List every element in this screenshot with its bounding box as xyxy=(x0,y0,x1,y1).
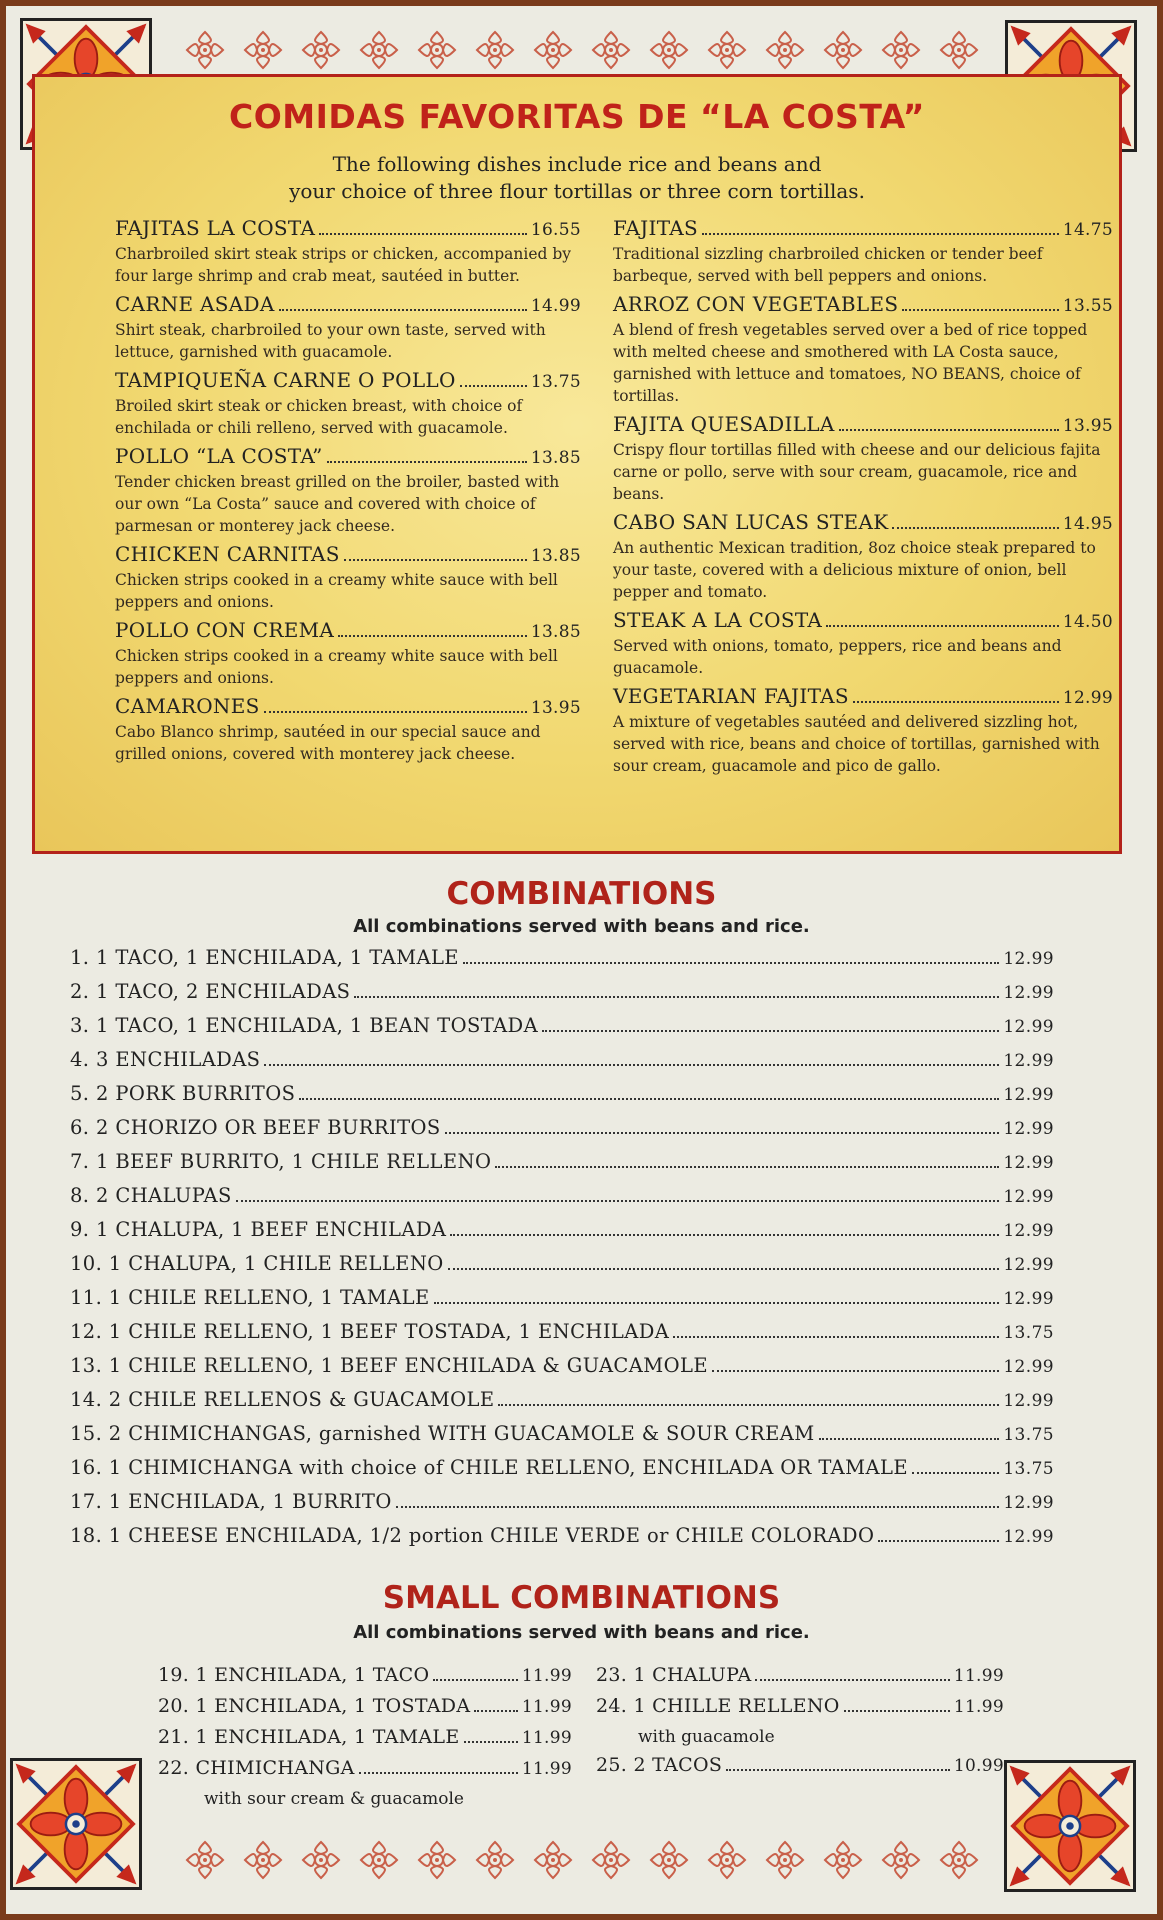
dish-header xyxy=(115,215,581,243)
dish-price: 13.85 xyxy=(530,622,581,642)
dish-description: A mixture of vegetables sautéed and delivered sizzling hot, served with rice, beans and choice of tortillas, garnished with sour cream, guacamole and pico de gallo. xyxy=(613,713,1100,775)
decorative-motif-icon xyxy=(299,28,343,72)
leader-dots xyxy=(264,711,527,713)
decorative-motif-icon xyxy=(589,1838,633,1882)
dish-name: POLLO CON CREMA xyxy=(115,618,335,642)
decorative-motif-icon xyxy=(415,28,459,72)
leader-dots xyxy=(319,233,527,235)
leader-dots xyxy=(726,1769,950,1771)
decorative-motif-icon xyxy=(705,1838,749,1882)
combination-price: 12.99 xyxy=(1003,1527,1054,1547)
combination-item xyxy=(70,1320,1054,1354)
leader-dots xyxy=(354,996,999,998)
dish-name: CAMARONES xyxy=(115,694,260,718)
combination-item xyxy=(70,1252,1054,1286)
dish-item xyxy=(613,215,1113,287)
decorative-motif-icon xyxy=(241,1838,285,1882)
small-combination-name: 22. CHIMICHANGA xyxy=(158,1757,355,1779)
leader-dots xyxy=(434,1302,1000,1304)
small-combination-item xyxy=(158,1757,572,1788)
decorative-motif-icon xyxy=(879,1838,923,1882)
dish-description: Tender chicken breast grilled on the broiler, basted with our own “La Costa” sauce and covered with choice of parmesan or monterey jack cheese. xyxy=(115,473,560,535)
combination-price: 12.99 xyxy=(1003,1221,1054,1241)
dish-description: Crispy flour tortillas filled with cheese and our delicious fajita carne or pollo, serve with sour cream, guacamole, rice and beans. xyxy=(613,441,1101,503)
leader-dots xyxy=(819,1438,1000,1440)
dish-price: 13.95 xyxy=(530,698,581,718)
decorative-motif-icon xyxy=(705,28,749,72)
leader-dots xyxy=(299,1098,999,1100)
dish-price: 14.95 xyxy=(1062,514,1113,534)
dish-name: FAJITAS xyxy=(613,216,698,240)
combination-name: 3. 1 TACO, 1 ENCHILADA, 1 BEAN TOSTADA xyxy=(70,1014,539,1037)
combination-item xyxy=(70,1354,1054,1388)
small-combination-name: 24. 1 CHILLE RELLENO xyxy=(596,1695,840,1717)
dish-description: Chicken strips cooked in a creamy white sauce with bell peppers and onions. xyxy=(115,647,558,687)
decorative-border-bottom xyxy=(6,1824,1157,1896)
decorative-motif-icon xyxy=(357,28,401,72)
combinations-subtitle: All combinations served with beans and rice. xyxy=(353,916,810,937)
decorative-motif-icon xyxy=(473,28,517,72)
dish-price: 14.99 xyxy=(530,296,581,316)
leader-dots xyxy=(902,309,1058,311)
dish-description: Chicken strips cooked in a creamy white sauce with bell peppers and onions. xyxy=(115,571,558,611)
leader-dots xyxy=(673,1336,999,1338)
small-combination-name: 23. 1 CHALUPA xyxy=(596,1664,752,1686)
small-combination-price: 11.99 xyxy=(521,1697,572,1717)
dish-description: Shirt steak, charbroiled to your own taste, served with lettuce, garnished with guacamole. xyxy=(115,321,546,361)
combination-item xyxy=(70,1082,1054,1116)
combination-name: 11. 1 CHILE RELLENO, 1 TAMALE xyxy=(70,1286,430,1309)
dish-header xyxy=(115,443,581,471)
small-combinations-subtitle: All combinations served with beans and rice. xyxy=(353,1622,810,1643)
dish-price: 13.85 xyxy=(530,448,581,468)
decorative-motif-icon xyxy=(647,1838,691,1882)
combination-item xyxy=(70,1048,1054,1082)
leader-dots xyxy=(878,1540,999,1542)
dish-description: Cabo Blanco shrimp, sautéed in our special sauce and grilled onions, covered with monterey jack cheese. xyxy=(115,723,541,763)
decorative-motif-icon xyxy=(241,28,285,72)
dish-price: 13.85 xyxy=(530,546,581,566)
decorative-motif-icon xyxy=(589,28,633,72)
small-combination-name: 20. 1 ENCHILADA, 1 TOSTADA xyxy=(158,1695,471,1717)
dish-item xyxy=(115,541,581,613)
leader-dots xyxy=(450,1234,999,1236)
decorative-motif-icon xyxy=(937,28,981,72)
small-combination-item xyxy=(158,1664,572,1695)
decorative-motif-icon xyxy=(531,1838,575,1882)
small-combination-item xyxy=(158,1695,572,1726)
leader-dots xyxy=(498,1404,999,1406)
dish-price: 13.55 xyxy=(1062,296,1113,316)
dish-price: 13.75 xyxy=(530,372,581,392)
leader-dots xyxy=(463,962,999,964)
combination-name: 18. 1 CHEESE ENCHILADA, 1/2 portion CHILE VERDE or CHILE COLORADO xyxy=(70,1524,875,1547)
leader-dots xyxy=(448,1268,1000,1270)
combination-price: 13.75 xyxy=(1003,1425,1054,1445)
combinations-list xyxy=(70,946,1054,1558)
small-combination-price: 11.99 xyxy=(953,1666,1004,1686)
small-combination-name: 21. 1 ENCHILADA, 1 TAMALE xyxy=(158,1726,460,1748)
combination-name: 14. 2 CHILE RELLENOS & GUACAMOLE xyxy=(70,1388,495,1411)
favorites-right-column xyxy=(613,215,1113,781)
decorative-motif-icon xyxy=(763,1838,807,1882)
decorative-motif-icon xyxy=(937,1838,981,1882)
combination-name: 5. 2 PORK BURRITOS xyxy=(70,1082,296,1105)
combination-name: 10. 1 CHALUPA, 1 CHILE RELLENO xyxy=(70,1252,444,1275)
combination-item xyxy=(70,1490,1054,1524)
leader-dots xyxy=(839,429,1059,431)
combination-name: 7. 1 BEEF BURRITO, 1 CHILE RELLENO xyxy=(70,1150,492,1173)
dish-header xyxy=(115,291,581,319)
combination-item xyxy=(70,1150,1054,1184)
combination-name: 4. 3 ENCHILADAS xyxy=(70,1048,261,1071)
dish-item xyxy=(613,509,1113,603)
small-combination-item xyxy=(596,1695,1004,1726)
small-combinations-right xyxy=(596,1664,1004,1785)
leader-dots xyxy=(912,1472,999,1474)
dish-price: 14.50 xyxy=(1062,612,1113,632)
decorative-motif-icon xyxy=(821,28,865,72)
combination-name: 6. 2 CHORIZO OR BEEF BURRITOS xyxy=(70,1116,441,1139)
combination-item xyxy=(70,1014,1054,1048)
combination-price: 13.75 xyxy=(1003,1459,1054,1479)
favorites-left-column xyxy=(115,215,581,769)
favorites-title: COMIDAS FAVORITAS DE “LA COSTA” xyxy=(229,97,925,136)
dish-description: An authentic Mexican tradition, 8oz choice steak prepared to your taste, covered with a delicious mixture of onion, bell pepper and tomato. xyxy=(613,539,1096,601)
combination-price: 12.99 xyxy=(1003,1391,1054,1411)
dish-item xyxy=(115,443,581,537)
small-combination-name: 19. 1 ENCHILADA, 1 TACO xyxy=(158,1664,430,1686)
dish-header xyxy=(115,541,581,569)
decorative-motif-icon xyxy=(647,28,691,72)
combination-price: 12.99 xyxy=(1003,1187,1054,1207)
leader-dots xyxy=(264,1064,999,1066)
dish-description: Broiled skirt steak or chicken breast, with choice of enchilada or chili relleno, served with guacamole. xyxy=(115,397,523,437)
small-combination-item xyxy=(596,1664,1004,1695)
dish-header xyxy=(613,509,1113,537)
decorative-motif-icon xyxy=(473,1838,517,1882)
combination-price: 12.99 xyxy=(1003,1085,1054,1105)
leader-dots xyxy=(338,635,527,637)
dish-item xyxy=(115,693,581,765)
combination-price: 12.99 xyxy=(1003,1493,1054,1513)
decorative-motif-icon xyxy=(531,28,575,72)
dish-header xyxy=(115,367,581,395)
combination-name: 12. 1 CHILE RELLENO, 1 BEEF TOSTADA, 1 ENCHILADA xyxy=(70,1320,670,1343)
menu-page xyxy=(6,6,1157,1914)
combinations-title: COMBINATIONS xyxy=(446,876,717,912)
decorative-motif-icon xyxy=(415,1838,459,1882)
dish-item xyxy=(613,607,1113,679)
combination-item xyxy=(70,980,1054,1014)
decorative-motif-icon xyxy=(299,1838,343,1882)
small-combination-price: 11.99 xyxy=(521,1728,572,1748)
dish-description: Served with onions, tomato, peppers, rice and beans and guacamole. xyxy=(613,637,1062,677)
small-combination-price: 11.99 xyxy=(953,1697,1004,1717)
combination-name: 16. 1 CHIMICHANGA with choice of CHILE RELLENO, ENCHILADA OR TAMALE xyxy=(70,1456,908,1479)
leader-dots xyxy=(464,1741,518,1743)
leader-dots xyxy=(542,1030,999,1032)
combination-name: 9. 1 CHALUPA, 1 BEEF ENCHILADA xyxy=(70,1218,447,1241)
dish-price: 12.99 xyxy=(1062,688,1113,708)
combination-item xyxy=(70,1524,1054,1558)
dish-name: FAJITAS LA COSTA xyxy=(115,216,316,240)
dish-name: POLLO “LA COSTA” xyxy=(115,444,323,468)
decorative-motif-icon xyxy=(879,28,923,72)
leader-dots xyxy=(892,527,1058,529)
combination-price: 13.75 xyxy=(1003,1323,1054,1343)
combination-price: 12.99 xyxy=(1003,1357,1054,1377)
dish-header xyxy=(613,607,1113,635)
combination-price: 12.99 xyxy=(1003,949,1054,969)
dish-name: CABO SAN LUCAS STEAK xyxy=(613,510,889,534)
dish-description: A blend of fresh vegetables served over a bed of rice topped with melted cheese and smothered with LA Costa sauce, garnished with lettuce and tomatoes, NO BEANS, choice of tortillas. xyxy=(613,321,1088,405)
combination-item xyxy=(70,1388,1054,1422)
leader-dots xyxy=(495,1166,999,1168)
combination-name: 15. 2 CHIMICHANGAS, garnished WITH GUACAMOLE & SOUR CREAM xyxy=(70,1422,815,1445)
dish-item xyxy=(115,215,581,287)
leader-dots xyxy=(359,1772,518,1774)
leader-dots xyxy=(712,1370,999,1372)
small-combination-note: with guacamole xyxy=(638,1727,775,1747)
favorites-subtitle xyxy=(35,151,1119,205)
leader-dots xyxy=(826,625,1059,627)
leader-dots xyxy=(460,385,527,387)
combination-name: 17. 1 ENCHILADA, 1 BURRITO xyxy=(70,1490,392,1513)
leader-dots xyxy=(474,1710,517,1712)
small-combinations-title: SMALL COMBINATIONS xyxy=(382,1580,781,1616)
decorative-motif-icon xyxy=(821,1838,865,1882)
dish-name: TAMPIQUEÑA CARNE O POLLO xyxy=(115,368,456,392)
combination-item xyxy=(70,1184,1054,1218)
leader-dots xyxy=(433,1679,517,1681)
combination-item xyxy=(70,1456,1054,1490)
combination-name: 8. 2 CHALUPAS xyxy=(70,1184,232,1207)
dish-header xyxy=(613,291,1113,319)
dish-header xyxy=(115,693,581,721)
small-combination-price: 11.99 xyxy=(521,1759,572,1779)
dish-name: CARNE ASADA xyxy=(115,292,275,316)
combination-price: 12.99 xyxy=(1003,1051,1054,1071)
dish-name: VEGETARIAN FAJITAS xyxy=(613,684,849,708)
combination-price: 12.99 xyxy=(1003,1255,1054,1275)
small-combinations-left xyxy=(158,1664,572,1816)
combination-item xyxy=(70,1218,1054,1252)
dish-price: 13.95 xyxy=(1062,416,1113,436)
dish-price: 14.75 xyxy=(1062,220,1113,240)
combination-price: 12.99 xyxy=(1003,1289,1054,1309)
combination-name: 13. 1 CHILE RELLENO, 1 BEEF ENCHILADA & GUACAMOLE xyxy=(70,1354,708,1377)
dish-name: STEAK A LA COSTA xyxy=(613,608,823,632)
favorites-subtitle-line: The following dishes include rice and beans and xyxy=(332,152,822,176)
dish-name: CHICKEN CARNITAS xyxy=(115,542,340,566)
combination-item xyxy=(70,946,1054,980)
leader-dots xyxy=(279,309,527,311)
favorites-subtitle-line: your choice of three flour tortillas or three corn tortillas. xyxy=(289,179,865,203)
small-combination-price: 11.99 xyxy=(521,1666,572,1686)
combination-price: 12.99 xyxy=(1003,1017,1054,1037)
dish-header xyxy=(613,215,1113,243)
dish-description: Charbroiled skirt steak strips or chicken, accompanied by four large shrimp and crab meat, sautéed in butter. xyxy=(115,245,572,285)
dish-header xyxy=(115,617,581,645)
combination-item xyxy=(70,1286,1054,1320)
combination-item xyxy=(70,1116,1054,1150)
leader-dots xyxy=(327,461,527,463)
dish-name: ARROZ CON VEGETABLES xyxy=(613,292,899,316)
dish-header xyxy=(613,411,1113,439)
combination-price: 12.99 xyxy=(1003,1119,1054,1139)
favorites-section xyxy=(32,74,1122,854)
decorative-motif-icon xyxy=(763,28,807,72)
leader-dots xyxy=(344,559,527,561)
dish-item xyxy=(115,367,581,439)
leader-dots xyxy=(702,233,1059,235)
leader-dots xyxy=(844,1710,950,1712)
dish-item xyxy=(613,411,1113,505)
dish-item xyxy=(115,617,581,689)
dish-item xyxy=(115,291,581,363)
decorative-motif-icon xyxy=(183,28,227,72)
combination-price: 12.99 xyxy=(1003,983,1054,1003)
decorative-motif-icon xyxy=(357,1838,401,1882)
leader-dots xyxy=(236,1200,1000,1202)
small-combination-price: 10.99 xyxy=(953,1756,1004,1776)
combination-item xyxy=(70,1422,1054,1456)
small-combination-item xyxy=(596,1754,1004,1785)
combination-price: 12.99 xyxy=(1003,1153,1054,1173)
dish-header xyxy=(613,683,1113,711)
dish-name: FAJITA QUESADILLA xyxy=(613,412,835,436)
small-combination-item xyxy=(158,1726,572,1757)
dish-description: Traditional sizzling charbroiled chicken or tender beef barbeque, served with bell peppers and onions. xyxy=(613,245,1043,285)
dish-item xyxy=(613,683,1113,777)
dish-price: 16.55 xyxy=(530,220,581,240)
leader-dots xyxy=(755,1679,949,1681)
decorative-motif-icon xyxy=(183,1838,227,1882)
leader-dots xyxy=(853,701,1059,703)
leader-dots xyxy=(396,1506,1000,1508)
dish-item xyxy=(613,291,1113,407)
leader-dots xyxy=(445,1132,1000,1134)
combination-name: 1. 1 TACO, 1 ENCHILADA, 1 TAMALE xyxy=(70,946,459,969)
small-combination-note: with sour cream & guacamole xyxy=(204,1789,464,1809)
combination-name: 2. 1 TACO, 2 ENCHILADAS xyxy=(70,980,351,1003)
small-combination-name: 25. 2 TACOS xyxy=(596,1754,723,1776)
